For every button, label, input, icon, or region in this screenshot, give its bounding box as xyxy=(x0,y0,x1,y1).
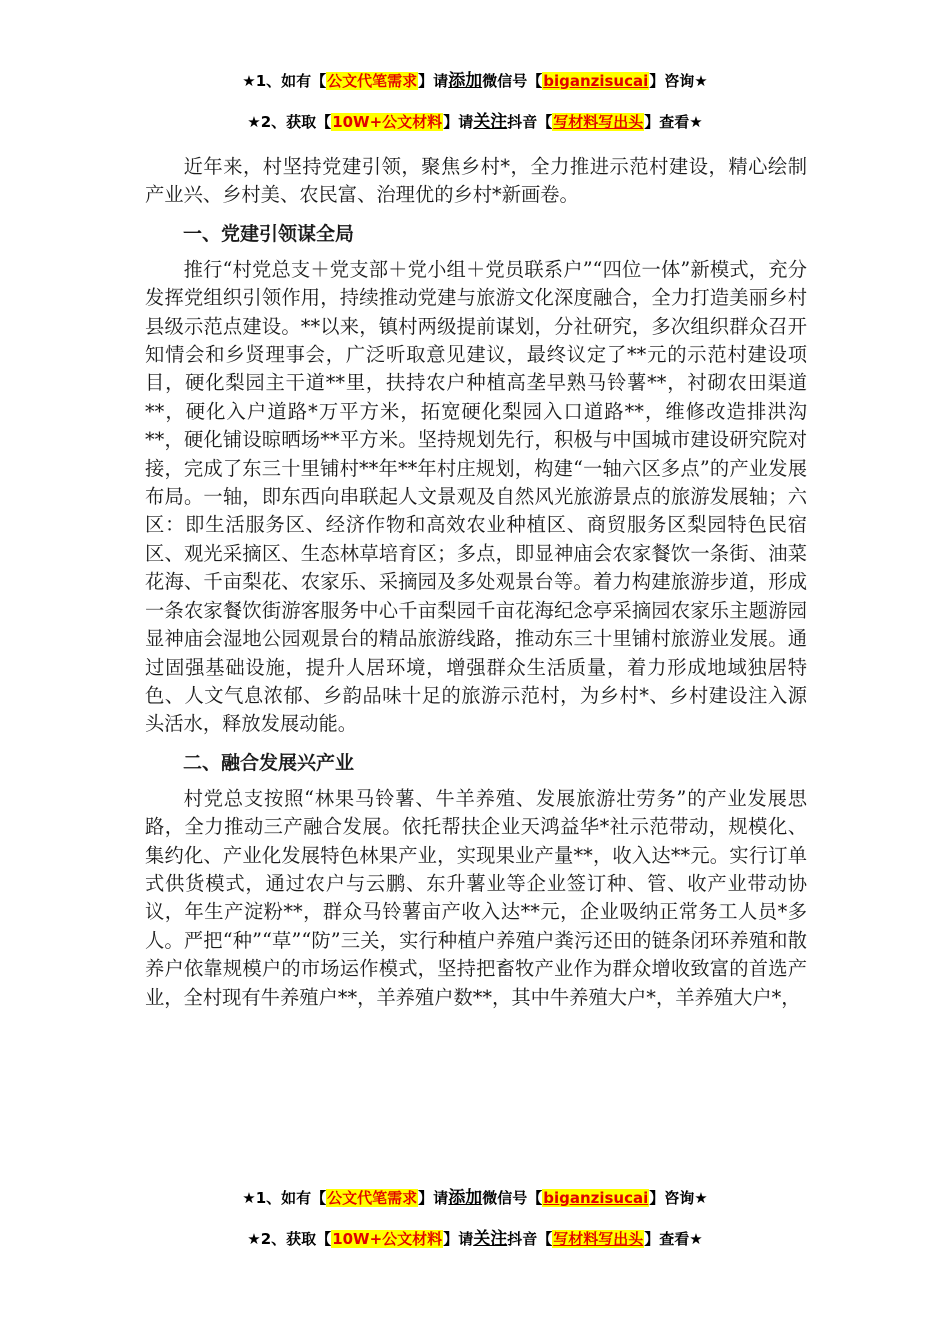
section-heading-1: 一、党建引领谋全局 xyxy=(183,222,355,245)
section-heading-2: 二、融合发展兴产业 xyxy=(183,751,355,774)
ad-line-2-top xyxy=(0,111,950,133)
intro-paragraph: 近年来，村坚持党建引领，聚焦乡村*，全力推进示范村建设，精心绘制产业兴、乡村美、农民富、治理优的乡村*新画卷。 xyxy=(145,155,807,207)
ad-wechat-id: biganzisucai xyxy=(543,1189,649,1207)
ad-highlight: 公文代笔需求 xyxy=(327,72,418,90)
ad-text: 】查看★ xyxy=(644,1230,703,1248)
ad-wechat-id: biganzisucai xyxy=(543,72,649,90)
ad-emphasis: 关注 xyxy=(473,112,508,132)
ad-emphasis: 添加 xyxy=(448,71,483,91)
ad-text: 】请 xyxy=(418,1189,449,1207)
ad-highlight: 公文代笔需求 xyxy=(327,1189,418,1207)
paragraph-1: 推行“村党总支＋党支部＋党小组＋党员联系户”“四位一体”新模式，充分发挥党组织引领作用，持续推动党建与旅游文化深度融合，全力打造美丽乡村县级示范点建设。**以来，镇村两级提前谋划，分社研究，多次组织群众召开知情会和乡贤理事会，广泛听取意见建议，最终议定了**元的示范村建设项目，硬化梨园主干道**里，扶持农户种植高垄早熟马铃薯**，衬砌农田渠道**，硬化入户道路*万平方米，拓宽硬化梨园入口道路**，维修改造排洪沟**，硬化铺设晾晒场**平方米。坚持规划先行，积极与中国城市建设研究院对接，完成了东三十里铺村**年**年村庄规划，构建“一轴六区多点”的产业发展布局。一轴，即东西向串联起人文景观及自然风光旅游景点的旅游发展轴；六区：即生活服务区、经济作物和高效农业种植区、商贸服务区梨园特色民宿区、观光采摘区、生态林草培育区；多点，即显神庙会农家餐饮一条街、油菜花海、千亩梨花、农家乐、采摘园及多处观景台等。着力构建旅游步道，形成一条农家餐饮街游客服务中心千亩梨园千亩花海纪念亭采摘园农家乐主题游园显神庙会湿地公园观景台的精品旅游线路，推动东三十里铺村旅游业发展。通过固强基础设施，提升人居环境，增强群众生活质量，着力形成地域独居特色、人文气息浓郁、乡韵品味十足的旅游示范村，为乡村*、乡村建设注入源头活水，释放发展动能。 xyxy=(145,257,807,736)
ad-text: 】查看★ xyxy=(644,113,703,131)
ad-emphasis: 添加 xyxy=(448,1188,483,1208)
ad-text: 微信号【 xyxy=(482,1189,543,1207)
ad-text: 微信号【 xyxy=(482,72,543,90)
paragraph-2: 村党总支按照“林果马铃薯、牛羊养殖、发展旅游壮劳务”的产业发展思路，全力推动三产融合发展。依托帮扶企业天鸿益华*社示范带动，规模化、集约化、产业化发展特色林果产业，实现果业产量**，收入达**元。实行订单式供货模式，通过农户与云鹏、东升薯业等企业签订种、管、收产业带动协议，年生产淀粉**，群众马铃薯亩产收入达**元，企业吸纳正常务工人员*多人。严把“种”“草”“防”三关，实行种植户养殖户粪污还田的链条闭环养殖和散养户依靠规模户的市场运作模式，坚持把畜牧产业作为群众增收致富的首选产业，全村现有牛养殖户**，羊养殖户数**，其中牛养殖大户*，羊养殖大户*， xyxy=(145,786,807,1009)
ad-highlight: 10W+公文材料 xyxy=(332,1230,443,1248)
ad-text: ★1、如有【 xyxy=(242,1189,327,1207)
ad-text: 】咨询★ xyxy=(649,72,708,90)
ad-text: 】请 xyxy=(443,113,474,131)
ad-text: 抖音【 xyxy=(507,1230,553,1248)
ad-text: 抖音【 xyxy=(507,113,553,131)
ad-text: ★2、获取【 xyxy=(247,1230,332,1248)
ad-text: ★2、获取【 xyxy=(247,113,332,131)
ad-line-1-bottom xyxy=(0,1187,950,1209)
ad-line-1-top xyxy=(0,70,950,92)
ad-text: 】请 xyxy=(418,72,449,90)
ad-highlight: 10W+公文材料 xyxy=(332,113,443,131)
article-body xyxy=(145,153,807,1012)
ad-douyin-id: 写材料写出头 xyxy=(553,113,644,131)
ad-text: 】请 xyxy=(443,1230,474,1248)
ad-line-2-bottom xyxy=(0,1228,950,1250)
ad-text: ★1、如有【 xyxy=(242,72,327,90)
ad-douyin-id: 写材料写出头 xyxy=(553,1230,644,1248)
ad-text: 】咨询★ xyxy=(649,1189,708,1207)
ad-emphasis: 关注 xyxy=(473,1229,508,1249)
